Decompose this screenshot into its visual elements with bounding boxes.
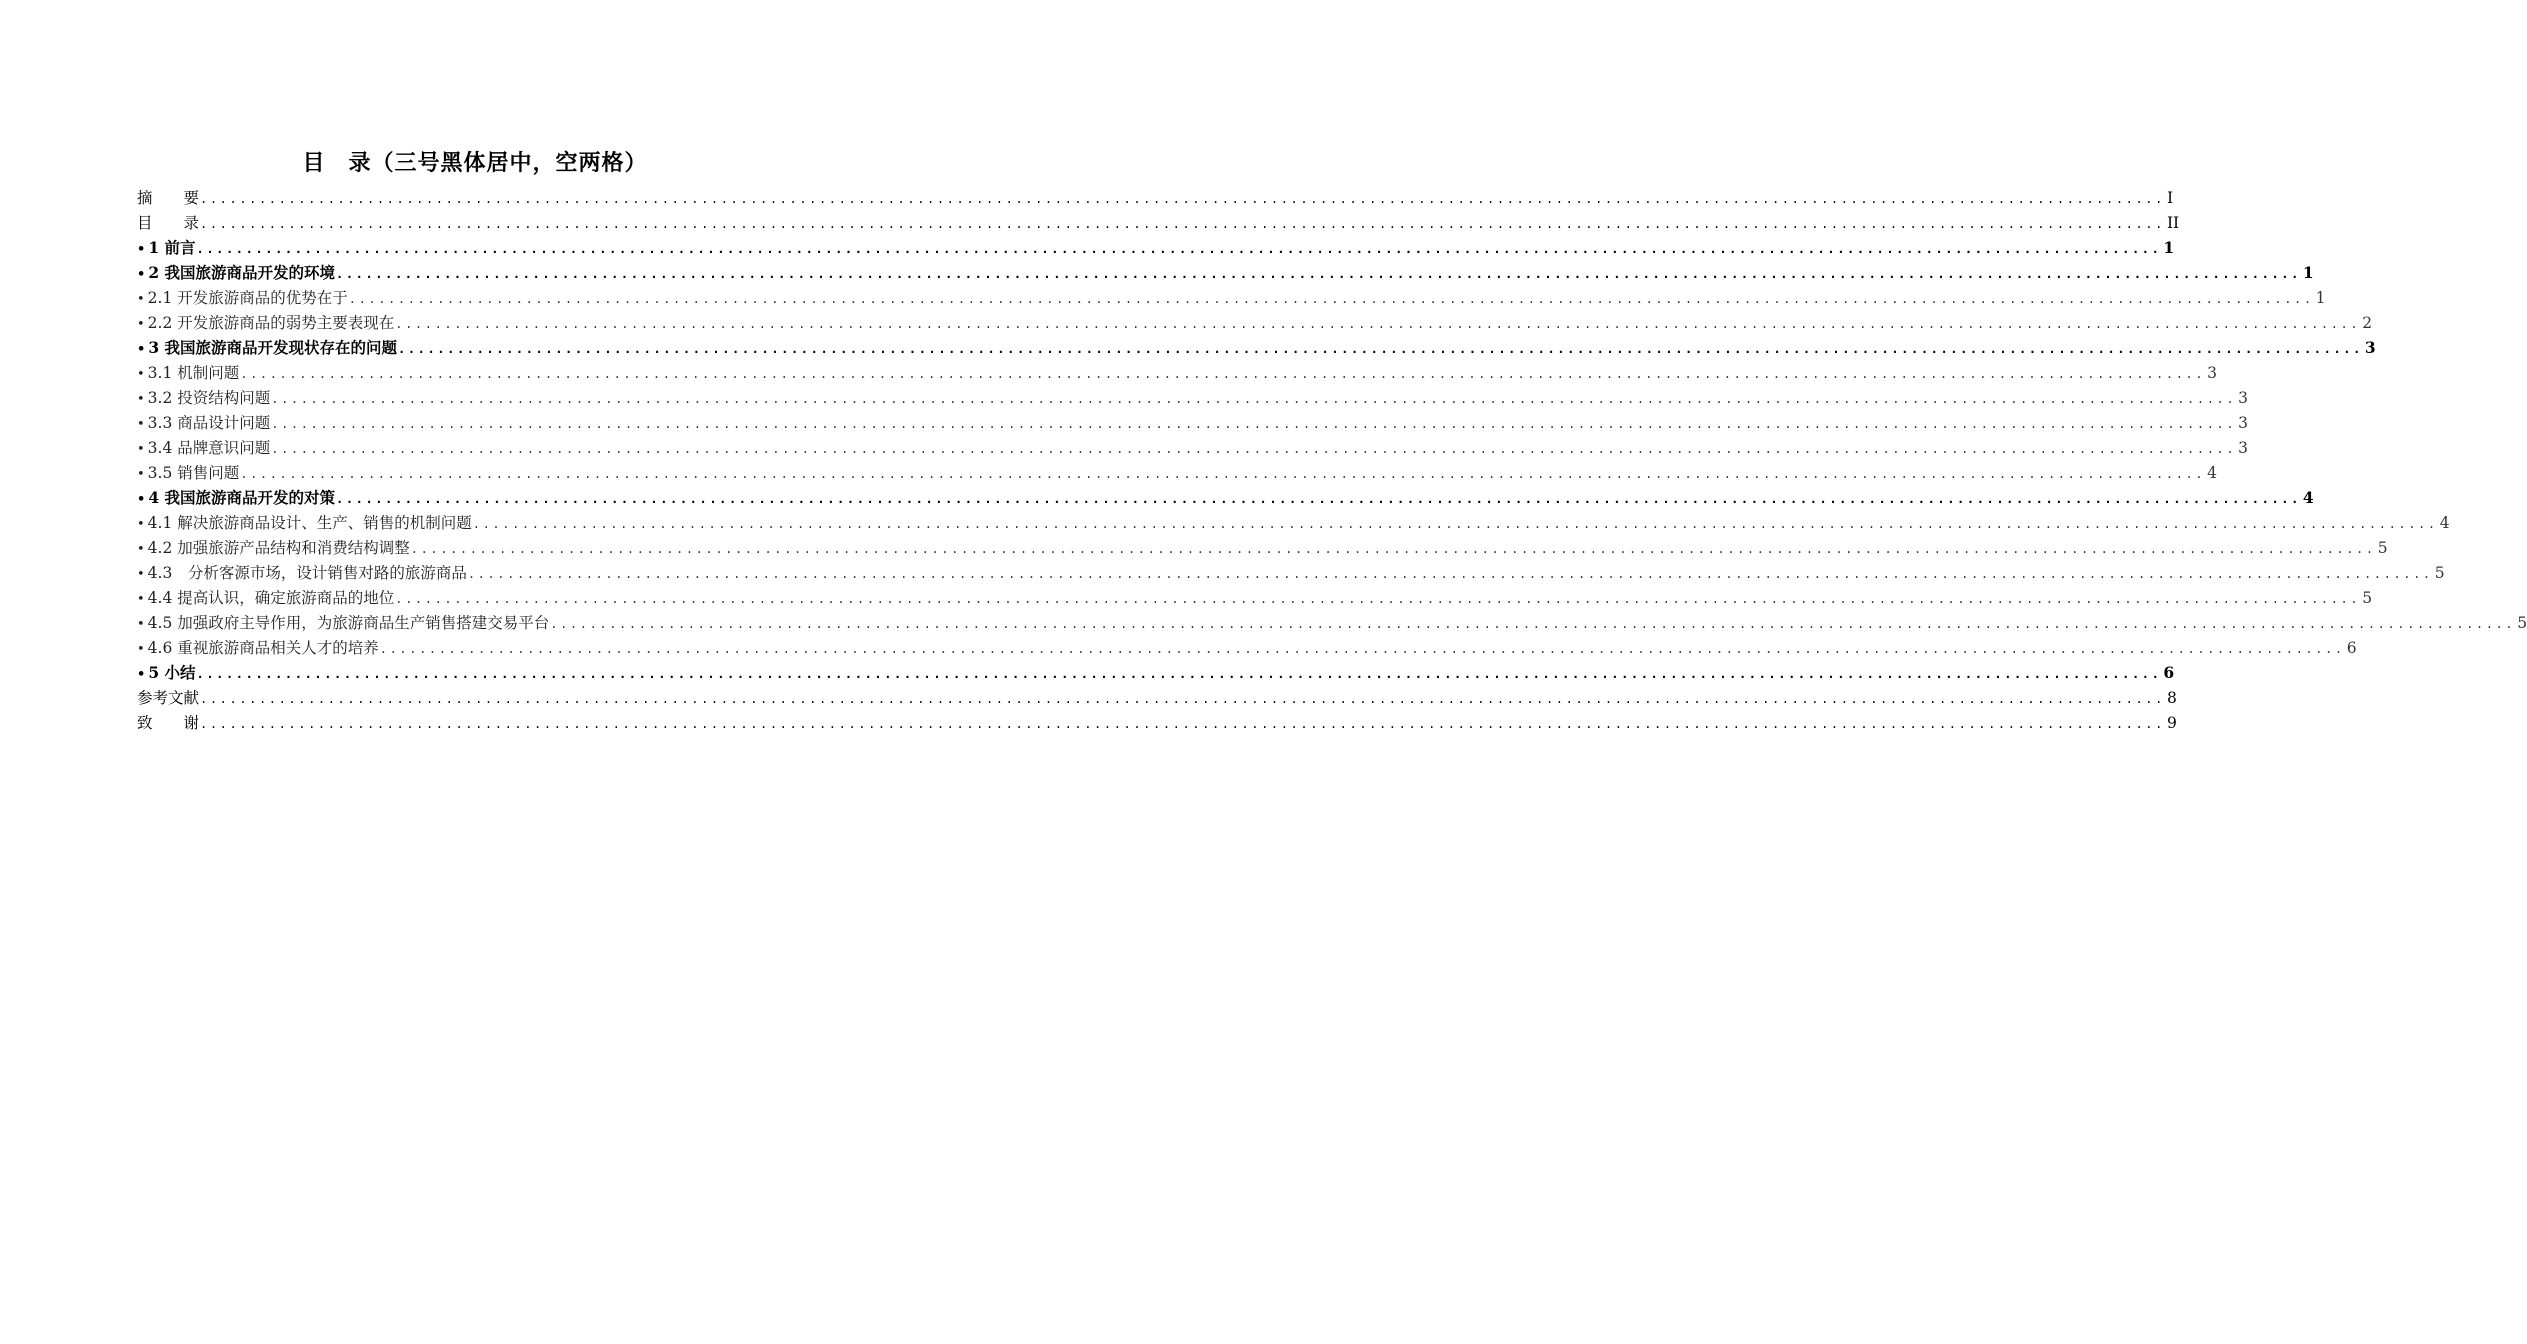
toc-page-number: 5	[2517, 614, 2527, 632]
toc-entry[interactable]	[137, 461, 2218, 486]
bullet-icon: •	[137, 442, 145, 457]
toc-entry-label: 目 录	[137, 214, 200, 232]
toc-page-number: 4	[2207, 464, 2218, 482]
toc-entry[interactable]	[137, 561, 2445, 586]
toc-page-number: 1	[2302, 263, 2314, 282]
dot-leader: ........................................................................................................................................................................................................	[196, 242, 2162, 256]
bullet-icon: •	[137, 592, 145, 607]
toc-entry[interactable]	[137, 686, 2177, 711]
toc-entry-label: 3.4 品牌意识问题	[147, 439, 271, 457]
toc-page-number: 9	[2166, 714, 2177, 732]
toc-entry-label: 3.3 商品设计问题	[147, 414, 271, 432]
dot-leader: ........................................................................................................................................................................................................	[336, 492, 2301, 506]
toc-page-number: 3	[2207, 364, 2218, 382]
toc-entry-label: 2.1 开发旅游商品的优势在于	[147, 289, 348, 307]
toc-entry-label: 5 小结	[148, 663, 196, 682]
toc-page-number: 5	[2434, 564, 2445, 582]
toc-page-number: 5	[2362, 589, 2373, 607]
toc-entry[interactable]	[137, 611, 2527, 636]
dot-leader: ........................................................................................................................................................................................................	[200, 217, 2165, 231]
toc-page-number: 1	[2315, 289, 2326, 307]
dot-leader: ........................................................................................................................................................................................................	[410, 542, 2376, 556]
bullet-icon: •	[137, 367, 145, 382]
toc-page-number: I	[2166, 189, 2174, 207]
dot-leader: ........................................................................................................................................................................................................	[472, 517, 2438, 531]
table-of-contents	[137, 186, 2527, 736]
page-title: 目 录（三号黑体居中，空两格）	[302, 151, 648, 176]
toc-entry[interactable]	[137, 711, 2177, 736]
dot-leader: ........................................................................................................................................................................................................	[196, 667, 2162, 681]
toc-entry[interactable]	[137, 311, 2373, 336]
bullet-icon: •	[137, 667, 146, 682]
toc-entry[interactable]	[137, 661, 2175, 686]
dot-leader: ........................................................................................................................................................................................................	[271, 392, 2237, 406]
bullet-icon: •	[137, 492, 146, 507]
toc-page-number: 4	[2439, 514, 2450, 532]
toc-entry-label: 4.4 提高认识，确定旅游商品的地位	[147, 589, 395, 607]
toc-entry[interactable]	[137, 211, 2180, 236]
dot-leader: ........................................................................................................................................................................................................	[395, 592, 2361, 606]
bullet-icon: •	[137, 292, 145, 307]
toc-entry[interactable]	[137, 536, 2388, 561]
bullet-icon: •	[137, 417, 145, 432]
toc-entry-label: 4.2 加强旅游产品结构和消费结构调整	[147, 539, 410, 557]
toc-entry[interactable]	[137, 336, 2376, 361]
dot-leader: ........................................................................................................................................................................................................	[379, 642, 2345, 656]
dot-leader: ........................................................................................................................................................................................................	[271, 442, 2237, 456]
bullet-icon: •	[137, 267, 146, 282]
bullet-icon: •	[137, 567, 145, 582]
toc-page-number: 3	[2238, 389, 2249, 407]
dot-leader: ........................................................................................................................................................................................................	[398, 342, 2363, 356]
toc-page-number: II	[2166, 214, 2180, 232]
toc-page-number: 6	[2163, 663, 2175, 682]
toc-entry[interactable]	[137, 586, 2373, 611]
dot-leader: ........................................................................................................................................................................................................	[550, 617, 2516, 631]
toc-entry[interactable]	[137, 486, 2314, 511]
dot-leader: ........................................................................................................................................................................................................	[200, 692, 2165, 706]
toc-entry-label: 3.1 机制问题	[147, 364, 240, 382]
toc-page-number: 1	[2163, 238, 2175, 257]
toc-entry[interactable]	[137, 636, 2357, 661]
toc-entry-label: 4.3 分析客源市场，设计销售对路的旅游商品	[147, 564, 467, 582]
bullet-icon: •	[137, 542, 145, 557]
toc-entry-label: 1 前言	[148, 238, 196, 257]
bullet-icon: •	[137, 242, 146, 257]
bullet-icon: •	[137, 317, 145, 332]
dot-leader: ........................................................................................................................................................................................................	[467, 567, 2433, 581]
toc-entry-label: 2.2 开发旅游商品的弱势主要表现在	[147, 314, 395, 332]
bullet-icon: •	[137, 467, 145, 482]
toc-entry-label: 3.2 投资结构问题	[147, 389, 271, 407]
toc-entry[interactable]	[137, 386, 2249, 411]
bullet-icon: •	[137, 392, 145, 407]
toc-entry-label: 参考文献	[137, 689, 200, 707]
dot-leader: ........................................................................................................................................................................................................	[348, 292, 2314, 306]
dot-leader: ........................................................................................................................................................................................................	[240, 367, 2206, 381]
toc-page-number: 2	[2362, 314, 2373, 332]
toc-page-number: 3	[2238, 414, 2249, 432]
toc-entry[interactable]	[137, 236, 2175, 261]
dot-leader: ........................................................................................................................................................................................................	[200, 717, 2165, 731]
toc-entry[interactable]	[137, 436, 2249, 461]
toc-page-number: 3	[2238, 439, 2249, 457]
toc-entry-label: 2 我国旅游商品开发的环境	[148, 263, 335, 282]
toc-entry[interactable]	[137, 361, 2218, 386]
bullet-icon: •	[137, 517, 145, 532]
toc-entry-label: 4 我国旅游商品开发的对策	[148, 488, 335, 507]
toc-page-number: 6	[2346, 639, 2357, 657]
toc-page-number: 5	[2377, 539, 2388, 557]
toc-page-number: 3	[2364, 338, 2376, 357]
toc-entry[interactable]	[137, 186, 2174, 211]
toc-entry-label: 4.6 重视旅游商品相关人才的培养	[147, 639, 379, 657]
toc-entry-label: 4.1 解决旅游商品设计、生产、销售的机制问题	[147, 514, 472, 532]
bullet-icon: •	[137, 642, 145, 657]
toc-entry-label: 4.5 加强政府主导作用，为旅游商品生产销售搭建交易平台	[147, 614, 550, 632]
dot-leader: ........................................................................................................................................................................................................	[200, 192, 2165, 206]
toc-entry[interactable]	[137, 411, 2249, 436]
toc-entry-label: 摘 要	[137, 189, 200, 207]
dot-leader: ........................................................................................................................................................................................................	[336, 267, 2301, 281]
toc-entry[interactable]	[137, 261, 2314, 286]
toc-entry[interactable]	[137, 511, 2450, 536]
bullet-icon: •	[137, 342, 146, 357]
dot-leader: ........................................................................................................................................................................................................	[240, 467, 2206, 481]
toc-page-number: 8	[2166, 689, 2177, 707]
toc-entry[interactable]	[137, 286, 2326, 311]
dot-leader: ........................................................................................................................................................................................................	[395, 317, 2361, 331]
toc-entry-label: 致 谢	[137, 714, 200, 732]
toc-page-number: 4	[2302, 488, 2314, 507]
dot-leader: ........................................................................................................................................................................................................	[271, 417, 2237, 431]
toc-entry-label: 3.5 销售问题	[147, 464, 240, 482]
bullet-icon: •	[137, 617, 145, 632]
toc-entry-label: 3 我国旅游商品开发现状存在的问题	[148, 338, 397, 357]
